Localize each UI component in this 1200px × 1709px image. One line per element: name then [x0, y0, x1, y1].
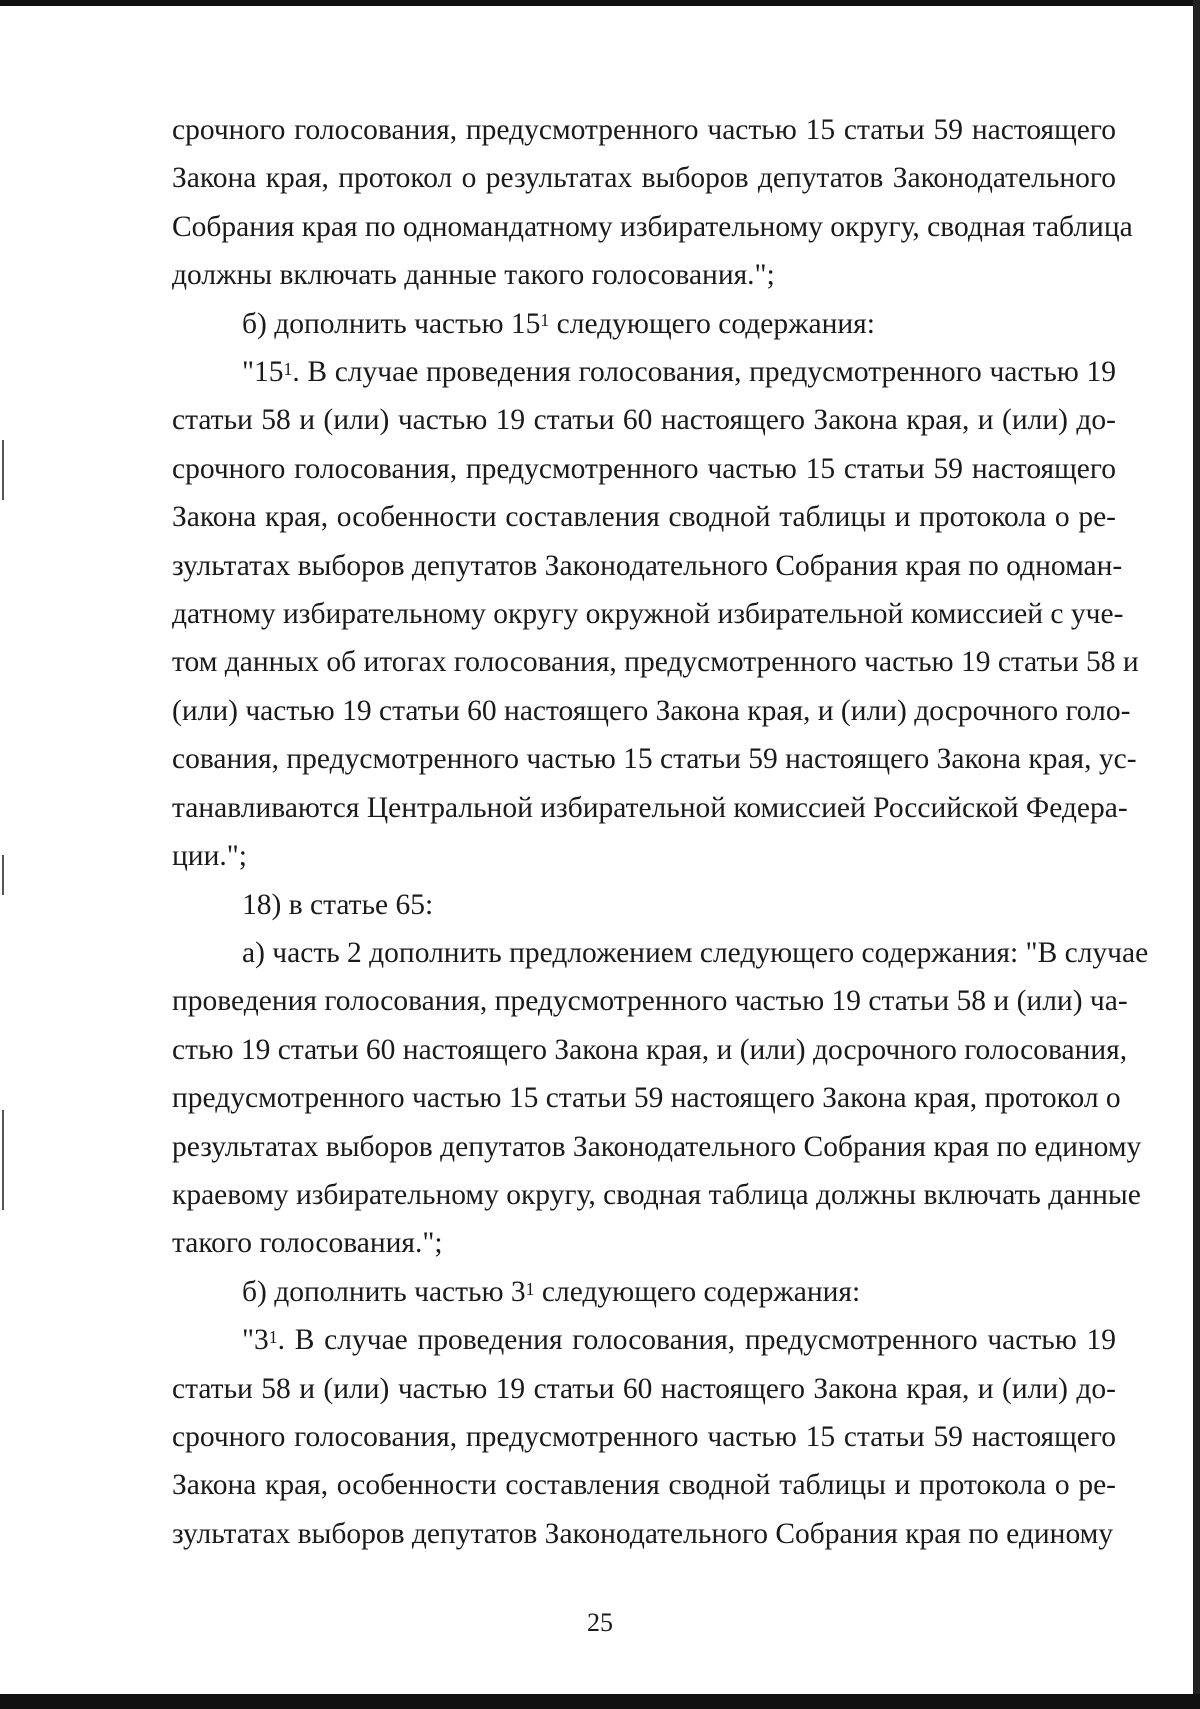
- text-line: такого голосования.";: [172, 1227, 443, 1260]
- text-line: Собрания края по одномандатному избирательному округу, сводная таблица: [172, 210, 1133, 243]
- page-number: 25: [587, 1608, 613, 1637]
- paragraph: [172, 300, 1116, 348]
- text-line: б) дополнить частью $15^1$ следующего содержания:: [242, 307, 875, 340]
- paragraph: [172, 348, 1139, 880]
- scan-border-right: [1193, 0, 1200, 1709]
- text-line: краевому избирательному округу, сводная таблица должны включать данные: [172, 1178, 1141, 1211]
- text-line: 18) в статье 65:: [242, 888, 434, 921]
- text-line: предусмотренного частью 15 статьи 59 настоящего Закона края, протокол о: [172, 1082, 1121, 1115]
- text-line: танавливаются Центральной избирательной комиссией Российской Федера-: [172, 791, 1128, 824]
- text-line: ции.";: [172, 840, 247, 873]
- text-line: Закона края, протокол о результатах выборов депутатов Законодательного: [172, 162, 1116, 195]
- scan-edge-mark: [2, 440, 4, 500]
- text-line: срочного голосования, предусмотренного частью 15 статьи 59 настоящего: [172, 1420, 1116, 1453]
- text-line: (или) частью 19 статьи 60 настоящего Закона края, и (или) досрочного голо-: [172, 694, 1131, 727]
- scan-edge-mark: [2, 1110, 4, 1210]
- text-line: "$3^1$. В случае проведения голосования, предусмотренного частью 19: [242, 1324, 1116, 1357]
- paragraph: [172, 106, 1133, 300]
- text-line: сования, предусмотренного частью 15 статьи 59 настоящего Закона края, ус-: [172, 743, 1137, 776]
- text-line: статьи 58 и (или) частью 19 статьи 60 настоящего Закона края, и (или) до-: [172, 404, 1116, 437]
- paragraph: [172, 929, 1149, 1268]
- text-line: а) часть 2 дополнить предложением следующего содержания: "В случае: [242, 936, 1149, 969]
- text-line: должны включать данные такого голосования.";: [172, 259, 775, 292]
- text-line: срочного голосования, предусмотренного частью 15 статьи 59 настоящего: [172, 452, 1116, 485]
- text-line: Закона края, особенности составления сводной таблицы и протокола о ре-: [172, 501, 1116, 534]
- paragraph: [172, 1316, 1116, 1558]
- text-line: датному избирательному округу окружной избирательной комиссией с уче-: [172, 598, 1124, 631]
- text-line: зультатах выборов депутатов Законодательного Собрания края по единому: [172, 1517, 1114, 1550]
- document-page: [172, 106, 1149, 1558]
- text-line: стью 19 статьи 60 настоящего Закона края, и (или) досрочного голосования,: [172, 1033, 1128, 1066]
- scan-border-top: [0, 0, 1200, 6]
- text-line: б) дополнить частью $3^1$ следующего содержания:: [242, 1275, 861, 1308]
- paragraph: [172, 1268, 1116, 1316]
- text-line: срочного голосования, предусмотренного частью 15 статьи 59 настоящего: [172, 114, 1116, 146]
- text-line: том данных об итогах голосования, предусмотренного частью 19 статьи 58 и: [172, 646, 1139, 679]
- paragraph: [172, 881, 1116, 929]
- text-line: проведения голосования, предусмотренного частью 19 статьи 58 и (или) ча-: [172, 985, 1128, 1018]
- text-line: "$15^1$. В случае проведения голосования, предусмотренного частью 19: [242, 356, 1116, 389]
- scan-border-bottom: [0, 1694, 1200, 1709]
- text-line: зультатах выборов депутатов Законодательного Собрания края по одноман-: [172, 549, 1123, 582]
- text-line: результатах выборов депутатов Законодательного Собрания края по единому: [172, 1130, 1142, 1163]
- text-line: статьи 58 и (или) частью 19 статьи 60 настоящего Закона края, и (или) до-: [172, 1372, 1116, 1405]
- text-line: Закона края, особенности составления сводной таблицы и протокола о ре-: [172, 1469, 1116, 1502]
- scan-edge-mark: [2, 855, 4, 895]
